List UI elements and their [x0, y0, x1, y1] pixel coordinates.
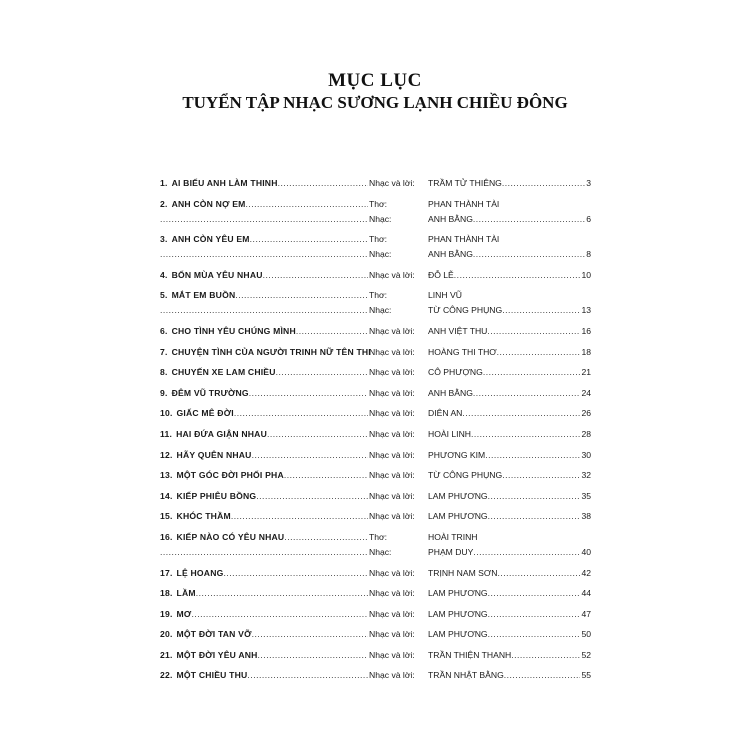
dot-leader — [497, 566, 580, 580]
credit-author: LINH VŨ — [428, 290, 462, 301]
page-number: 35 — [581, 490, 591, 501]
page-number: 26 — [581, 408, 591, 419]
dot-leader — [473, 212, 585, 226]
credit-author: LAM PHƯƠNG — [428, 608, 488, 619]
page-number: 13 — [581, 305, 591, 316]
song-number: 12. — [160, 449, 173, 460]
credit-author-cell — [428, 530, 591, 544]
toc-row — [0, 324, 750, 345]
page-number: 3 — [586, 178, 591, 188]
credit-author: TRỊNH NAM SƠN — [428, 567, 498, 578]
credit-role: Nhạc và lời: — [369, 325, 415, 336]
song-cell — [160, 212, 368, 226]
toc-row — [0, 566, 750, 587]
dot-leader — [511, 648, 580, 662]
song-title: CHUYỆN TÌNH CỦA NGƯỜI TRINH NỮ TÊN THI — [171, 346, 371, 357]
credit-role: Nhạc và lời: — [369, 490, 415, 501]
credit-role: Nhạc và lời: — [369, 511, 415, 522]
credit-author: TRẦN NHẬT BẰNG — [428, 670, 504, 681]
song-cell — [160, 468, 368, 482]
credit-author: HOÀI LINH — [428, 428, 471, 439]
page-subtitle: TUYỂN TẬP NHẠC SƯƠNG LẠNH CHIỀU ĐÔNG — [182, 93, 568, 112]
credit-author: HOÀNG THI THƠ — [428, 346, 497, 357]
credit-author-cell — [428, 324, 591, 338]
credit-author: ĐỖ LỄ — [428, 269, 454, 280]
toc-row — [0, 303, 750, 324]
credit-author-cell — [428, 586, 591, 600]
credit-author-cell — [428, 386, 591, 400]
song-cell — [160, 324, 368, 338]
song-cell — [160, 197, 368, 211]
dot-leader — [488, 489, 581, 503]
credit-author: ANH VIỆT THU — [428, 325, 488, 336]
dot-leader — [284, 468, 368, 482]
toc-row — [0, 406, 750, 427]
dot-leader — [160, 545, 368, 559]
toc-row — [0, 288, 750, 303]
credit-author-cell — [428, 232, 591, 246]
song-number: 8. — [160, 367, 168, 378]
toc-row — [0, 468, 750, 489]
credit-author: LAM PHƯƠNG — [428, 490, 488, 501]
page-number: 24 — [581, 387, 591, 398]
song-number: 16. — [160, 531, 173, 542]
toc-row — [0, 489, 750, 510]
song-cell — [160, 607, 368, 621]
page-number: 28 — [581, 428, 591, 439]
song-title: KIẾP PHIÊU BỒNG — [176, 490, 257, 501]
credit-role: Nhạc và lời: — [369, 567, 415, 578]
song-title: AI BIẾU ANH LÀM THINH — [171, 178, 278, 188]
toc-row — [0, 247, 750, 268]
toc-row — [0, 648, 750, 669]
credit-author: PHƯƠNG KIM — [428, 449, 486, 460]
song-cell — [160, 247, 368, 261]
song-cell — [160, 509, 368, 523]
song-title: MỘT GÓC ĐỜI PHỐI PHA — [176, 470, 284, 481]
song-cell — [160, 232, 368, 246]
credit-author-cell — [428, 448, 591, 462]
song-cell — [160, 406, 368, 420]
credit-role: Nhạc: — [369, 305, 392, 316]
dot-leader — [473, 545, 580, 559]
song-number: 13. — [160, 470, 173, 481]
page-number: 50 — [581, 629, 591, 640]
page-number: 55 — [581, 670, 591, 681]
credit-author-cell — [428, 545, 591, 559]
page-number: 10 — [581, 269, 591, 280]
page-number: 21 — [581, 367, 591, 378]
song-cell — [160, 545, 368, 559]
credit-author: TỪ CÔNG PHỤNG — [428, 305, 503, 316]
page-number: 38 — [581, 511, 591, 522]
dot-leader — [258, 648, 368, 662]
page-number: 30 — [581, 449, 591, 460]
song-title: LẦM — [176, 588, 196, 599]
dot-leader — [252, 448, 368, 462]
page-title: MỤC LỤC — [328, 70, 422, 91]
credit-role: Nhạc và lời: — [369, 269, 415, 280]
dot-leader — [252, 627, 368, 641]
dot-leader — [483, 365, 581, 379]
song-number: 20. — [160, 629, 173, 640]
credit-author-cell — [428, 197, 591, 211]
credit-role: Thơ: — [369, 198, 388, 209]
song-number: 11. — [160, 428, 173, 439]
song-cell — [160, 530, 368, 544]
toc-row — [0, 232, 750, 247]
dot-leader — [488, 607, 581, 621]
toc-row — [0, 427, 750, 448]
song-number: 1. — [160, 178, 168, 188]
dot-leader — [488, 586, 581, 600]
song-number: 2. — [160, 198, 168, 209]
credit-author: PHẠM DUY — [428, 546, 474, 557]
song-number: 7. — [160, 346, 168, 357]
dot-leader — [249, 386, 368, 400]
song-title: MẮT EM BUỒN — [171, 290, 236, 301]
song-cell — [160, 176, 368, 190]
song-number: 9. — [160, 387, 168, 398]
credit-author: CÔ PHƯỢNG — [428, 367, 483, 378]
dot-leader — [256, 489, 368, 503]
song-title: MƠ — [176, 608, 192, 619]
credit-author-cell — [428, 427, 591, 441]
song-title: MỘT ĐỜI TAN VỠ — [176, 629, 252, 640]
song-cell — [160, 427, 368, 441]
song-cell — [160, 566, 368, 580]
song-cell — [160, 365, 368, 379]
dot-leader — [234, 406, 368, 420]
dot-leader — [247, 668, 368, 682]
dot-leader — [196, 586, 368, 600]
credit-role: Nhạc và lời: — [369, 178, 415, 188]
dot-leader — [160, 212, 368, 226]
song-title: GIẤC MÊ ĐỜI — [176, 408, 234, 419]
credit-role: Nhạc: — [369, 546, 392, 557]
song-cell — [160, 627, 368, 641]
page-number: 40 — [581, 546, 591, 557]
credit-role: Nhạc và lời: — [369, 649, 415, 660]
page-number: 47 — [581, 608, 591, 619]
dot-leader — [276, 365, 368, 379]
page-number: 16 — [581, 325, 591, 336]
dot-leader — [160, 303, 368, 317]
credit-author-cell — [428, 406, 591, 420]
page-number: 6 — [586, 213, 591, 224]
credit-author: TỪ CÔNG PHỤNG — [428, 470, 503, 481]
toc-row — [0, 509, 750, 530]
toc-row — [0, 586, 750, 607]
credit-author: DIÊN AN — [428, 408, 463, 419]
credit-role: Nhạc: — [369, 249, 392, 260]
toc-row — [0, 448, 750, 469]
toc-row — [0, 345, 750, 366]
dot-leader — [502, 176, 585, 190]
credit-role: Thơ: — [369, 290, 388, 301]
toc-row — [0, 386, 750, 407]
song-cell — [160, 489, 368, 503]
toc-row — [0, 607, 750, 628]
table-of-contents — [0, 176, 750, 689]
credit-role: Nhạc và lời: — [369, 346, 415, 357]
credit-author-cell — [428, 345, 591, 359]
credit-role: Nhạc và lời: — [369, 588, 415, 599]
dot-leader — [473, 247, 585, 261]
dot-leader — [488, 509, 581, 523]
credit-role: Nhạc và lời: — [369, 428, 415, 439]
toc-row — [0, 627, 750, 648]
song-title: KIẾP NÀO CÓ YÊU NHAU — [176, 531, 285, 542]
credit-author-cell — [428, 247, 591, 261]
dot-leader — [485, 448, 580, 462]
song-number: 14. — [160, 490, 173, 501]
credit-author-cell — [428, 627, 591, 641]
dot-leader — [245, 197, 368, 211]
dot-leader — [160, 247, 368, 261]
song-title: MỘT ĐỜI YÊU ANH — [176, 649, 258, 660]
credit-author-cell — [428, 288, 591, 302]
dot-leader — [296, 324, 368, 338]
page-number: 18 — [581, 346, 591, 357]
page-number: 32 — [581, 470, 591, 481]
toc-row — [0, 212, 750, 233]
credit-author: LAM PHƯƠNG — [428, 588, 488, 599]
credit-author-cell — [428, 668, 591, 682]
dot-leader — [231, 509, 368, 523]
page-number: 42 — [581, 567, 591, 578]
dot-leader — [250, 232, 368, 246]
song-cell — [160, 448, 368, 462]
credit-author-cell — [428, 566, 591, 580]
credit-author: TRẦM TỬ THIÊNG — [428, 178, 502, 188]
song-title: BỐN MÙA YÊU NHAU — [171, 269, 263, 280]
credit-author-cell — [428, 268, 591, 282]
credit-author-cell — [428, 509, 591, 523]
song-cell — [160, 345, 371, 359]
dot-leader — [497, 345, 581, 359]
credit-role: Nhạc và lời: — [369, 629, 415, 640]
credit-author-cell — [428, 365, 591, 379]
song-number: 22. — [160, 670, 173, 681]
dot-leader — [487, 324, 580, 338]
song-title: ANH CÒN NỢ EM — [171, 198, 246, 209]
song-title: HAI ĐỨA GIẬN NHAU — [176, 428, 267, 439]
page-number: 52 — [581, 649, 591, 660]
dot-leader — [473, 386, 581, 400]
credit-author-cell — [428, 303, 591, 317]
page-number: 8 — [586, 249, 591, 260]
song-title: KHÓC THẦM — [176, 511, 231, 522]
credit-role: Thơ: — [369, 234, 388, 245]
dot-leader — [502, 303, 580, 317]
song-title: LỆ HOANG — [176, 567, 224, 578]
credit-role: Nhạc: — [369, 213, 392, 224]
dot-leader — [502, 468, 580, 482]
credit-role: Nhạc và lời: — [369, 608, 415, 619]
credit-author: ANH BẰNG — [428, 249, 473, 260]
credit-role: Nhạc và lời: — [369, 470, 415, 481]
credit-author: ANH BẰNG — [428, 387, 473, 398]
dot-leader — [454, 268, 581, 282]
toc-row — [0, 545, 750, 566]
credit-author-cell — [428, 176, 591, 190]
toc-row — [0, 197, 750, 212]
dot-leader — [224, 566, 368, 580]
credit-author: PHAN THÀNH TÀI — [428, 198, 500, 209]
dot-leader — [191, 607, 368, 621]
credit-role: Nhạc và lời: — [369, 367, 415, 378]
toc-row — [0, 668, 750, 689]
song-cell — [160, 288, 368, 302]
credit-author: HOÀI TRINH — [428, 531, 478, 542]
song-title: ANH CÒN YÊU EM — [171, 234, 250, 245]
song-cell — [160, 268, 368, 282]
credit-role: Nhạc và lời: — [369, 387, 415, 398]
dot-leader — [284, 530, 368, 544]
credit-author-cell — [428, 648, 591, 662]
song-number: 21. — [160, 649, 173, 660]
song-number: 3. — [160, 234, 168, 245]
credit-author-cell — [428, 489, 591, 503]
dot-leader — [235, 288, 368, 302]
dot-leader — [462, 406, 580, 420]
credit-role: Nhạc và lời: — [369, 670, 415, 681]
credit-author-cell — [428, 607, 591, 621]
song-number: 5. — [160, 290, 168, 301]
credit-author-cell — [428, 212, 591, 226]
dot-leader — [504, 668, 581, 682]
song-number: 10. — [160, 408, 173, 419]
toc-row — [0, 176, 750, 197]
credit-role: Nhạc và lời: — [369, 449, 415, 460]
song-title: MỘT CHIỀU THU — [176, 670, 248, 681]
credit-role: Thơ: — [369, 531, 388, 542]
credit-author: PHAN THÀNH TÀI — [428, 234, 500, 245]
song-number: 4. — [160, 269, 168, 280]
song-number: 6. — [160, 325, 168, 336]
song-cell — [160, 586, 368, 600]
dot-leader — [263, 268, 368, 282]
page-number: 44 — [581, 588, 591, 599]
toc-row — [0, 365, 750, 386]
credit-author: LAM PHƯƠNG — [428, 629, 488, 640]
credit-author-cell — [428, 468, 591, 482]
song-cell — [160, 668, 368, 682]
credit-author: TRẦN THIỆN THANH — [428, 649, 512, 660]
credit-author: LAM PHƯƠNG — [428, 511, 488, 522]
song-cell — [160, 648, 368, 662]
song-cell — [160, 303, 368, 317]
song-cell — [160, 386, 368, 400]
song-number: 18. — [160, 588, 173, 599]
dot-leader — [278, 176, 368, 190]
song-title: ĐÊM VŨ TRƯỜNG — [171, 387, 249, 398]
song-title: CHUYẾN XE LAM CHIỀU — [171, 367, 276, 378]
credit-author: ANH BẰNG — [428, 213, 473, 224]
dot-leader — [471, 427, 580, 441]
song-title: HÃY QUÊN NHAU — [176, 449, 252, 460]
toc-row — [0, 268, 750, 289]
credit-role: Nhạc và lời: — [369, 408, 415, 419]
song-title: CHO TÌNH YÊU CHÚNG MÌNH — [171, 325, 296, 336]
dot-leader — [267, 427, 368, 441]
dot-leader — [488, 627, 581, 641]
song-number: 19. — [160, 608, 173, 619]
song-number: 15. — [160, 511, 173, 522]
song-number: 17. — [160, 567, 173, 578]
toc-row — [0, 530, 750, 545]
